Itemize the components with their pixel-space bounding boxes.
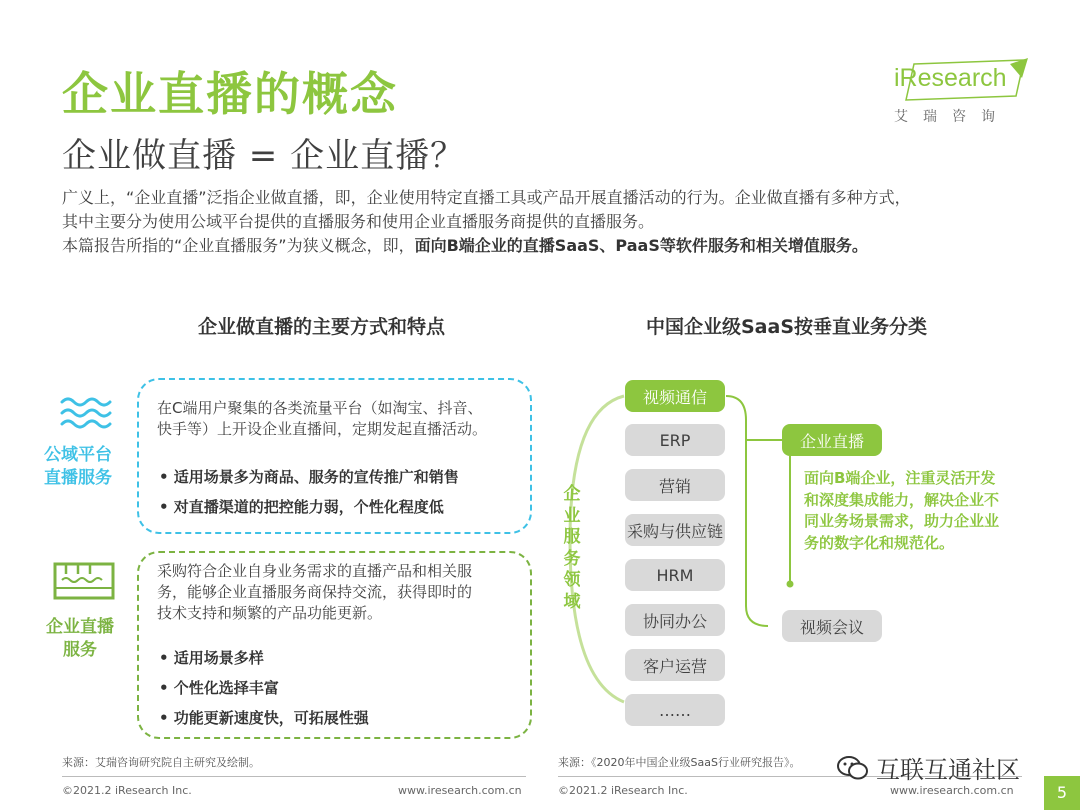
branch-enterprise-live: 企业直播 [782, 424, 882, 456]
enterprise-service-domain-label: 企 业 服 务 领 域 [563, 484, 581, 612]
page-title: 企业直播的概念 [62, 67, 398, 121]
page-subtitle: 企业做直播 = 企业直播？ [62, 136, 466, 176]
right-url: www.iresearch.com.cn [890, 784, 1014, 797]
left-footer-rule [62, 776, 526, 777]
enterprise-service-label: 企业直播 服务 [46, 617, 114, 660]
left-url: www.iresearch.com.cn [398, 784, 522, 797]
category-marketing: 营销 [625, 469, 725, 501]
page-number: 5 [1044, 776, 1080, 810]
intro-line-2: 其中主要分为使用公域平台提供的直播服务和使用企业直播服务商提供的直播服务。 [62, 212, 655, 231]
waves-icon [60, 396, 112, 436]
enterprise-bullet-1: • 适用场景多样 [159, 649, 264, 667]
public-platform-box [137, 378, 532, 534]
left-section-title: 企业做直播的主要方式和特点 [198, 316, 446, 338]
right-section-title: 中国企业级SaaS按垂直业务分类 [646, 316, 928, 338]
right-copyright: ©2021.2 iResearch Inc. [558, 784, 688, 797]
public-platform-desc: 在C端用户聚集的各类流量平台（如淘宝、抖音、 快手等）上开设企业直播间，定期发起直播活动。 [157, 399, 488, 438]
category-hrm: HRM [625, 559, 725, 591]
logo-subtitle: 艾瑞咨询 [894, 109, 1010, 125]
iresearch-logo [892, 58, 1032, 128]
enterprise-platform-icon [52, 558, 118, 602]
logo-brand: iResearch [894, 64, 1007, 92]
category-procurement: 采购与供应链 [625, 514, 725, 546]
category-more: …… [625, 694, 725, 726]
public-bullet-1: • 适用场景多为商品、服务的宣传推广和销售 [159, 468, 459, 486]
enterprise-bullet-3: • 功能更新速度快，可拓展性强 [159, 709, 369, 727]
intro-line-3: 本篇报告所指的“企业直播服务”为狭义概念，即，面向B端企业的直播SaaS、PaaS等软件服务和相关增值服务。 [62, 236, 868, 255]
enterprise-service-desc: 采购符合企业自身业务需求的直播产品和相关服 务，能够企业直播服务商保持交流，获得即时的 技术支持和频繁的产品功能更新。 [157, 562, 473, 622]
category-customer-ops: 客户运营 [625, 649, 725, 681]
left-copyright: ©2021.2 iResearch Inc. [62, 784, 192, 797]
public-bullet-2: • 对直播渠道的把控能力弱，个性化程度低 [159, 498, 444, 516]
watermark: 互联互通社区 [836, 750, 1020, 785]
chat-icon [836, 754, 870, 782]
category-video-communication: 视频通信 [625, 380, 725, 412]
enterprise-service-box [137, 551, 532, 739]
public-platform-label: 公域平台 直播服务 [44, 445, 112, 488]
branch-enterprise-live-desc: 面向B端企业，注重灵活开发和深度集成能力，解决企业不同业务场景需求，助力企业业务的数字化和规范化。 [804, 469, 1000, 552]
intro-line-1: 广义上，“企业直播”泛指企业做直播，即，企业使用特定直播工具或产品开展直播活动的行为。企业做直播有多种方式， [62, 188, 911, 207]
branch-video-conference: 视频会议 [782, 610, 882, 642]
enterprise-bullet-2: • 个性化选择丰富 [159, 679, 279, 697]
right-source: 来源：《2020年中国企业级SaaS行业研究报告》。 [558, 756, 801, 769]
intro-paragraph [62, 186, 1042, 258]
intro-line-3-bold: 面向B端企业的直播SaaS、PaaS等软件服务和相关增值服务。 [414, 236, 868, 255]
category-erp: ERP [625, 424, 725, 456]
category-collaboration: 协同办公 [625, 604, 725, 636]
left-source: 来源：艾瑞咨询研究院自主研究及绘制。 [62, 756, 260, 769]
